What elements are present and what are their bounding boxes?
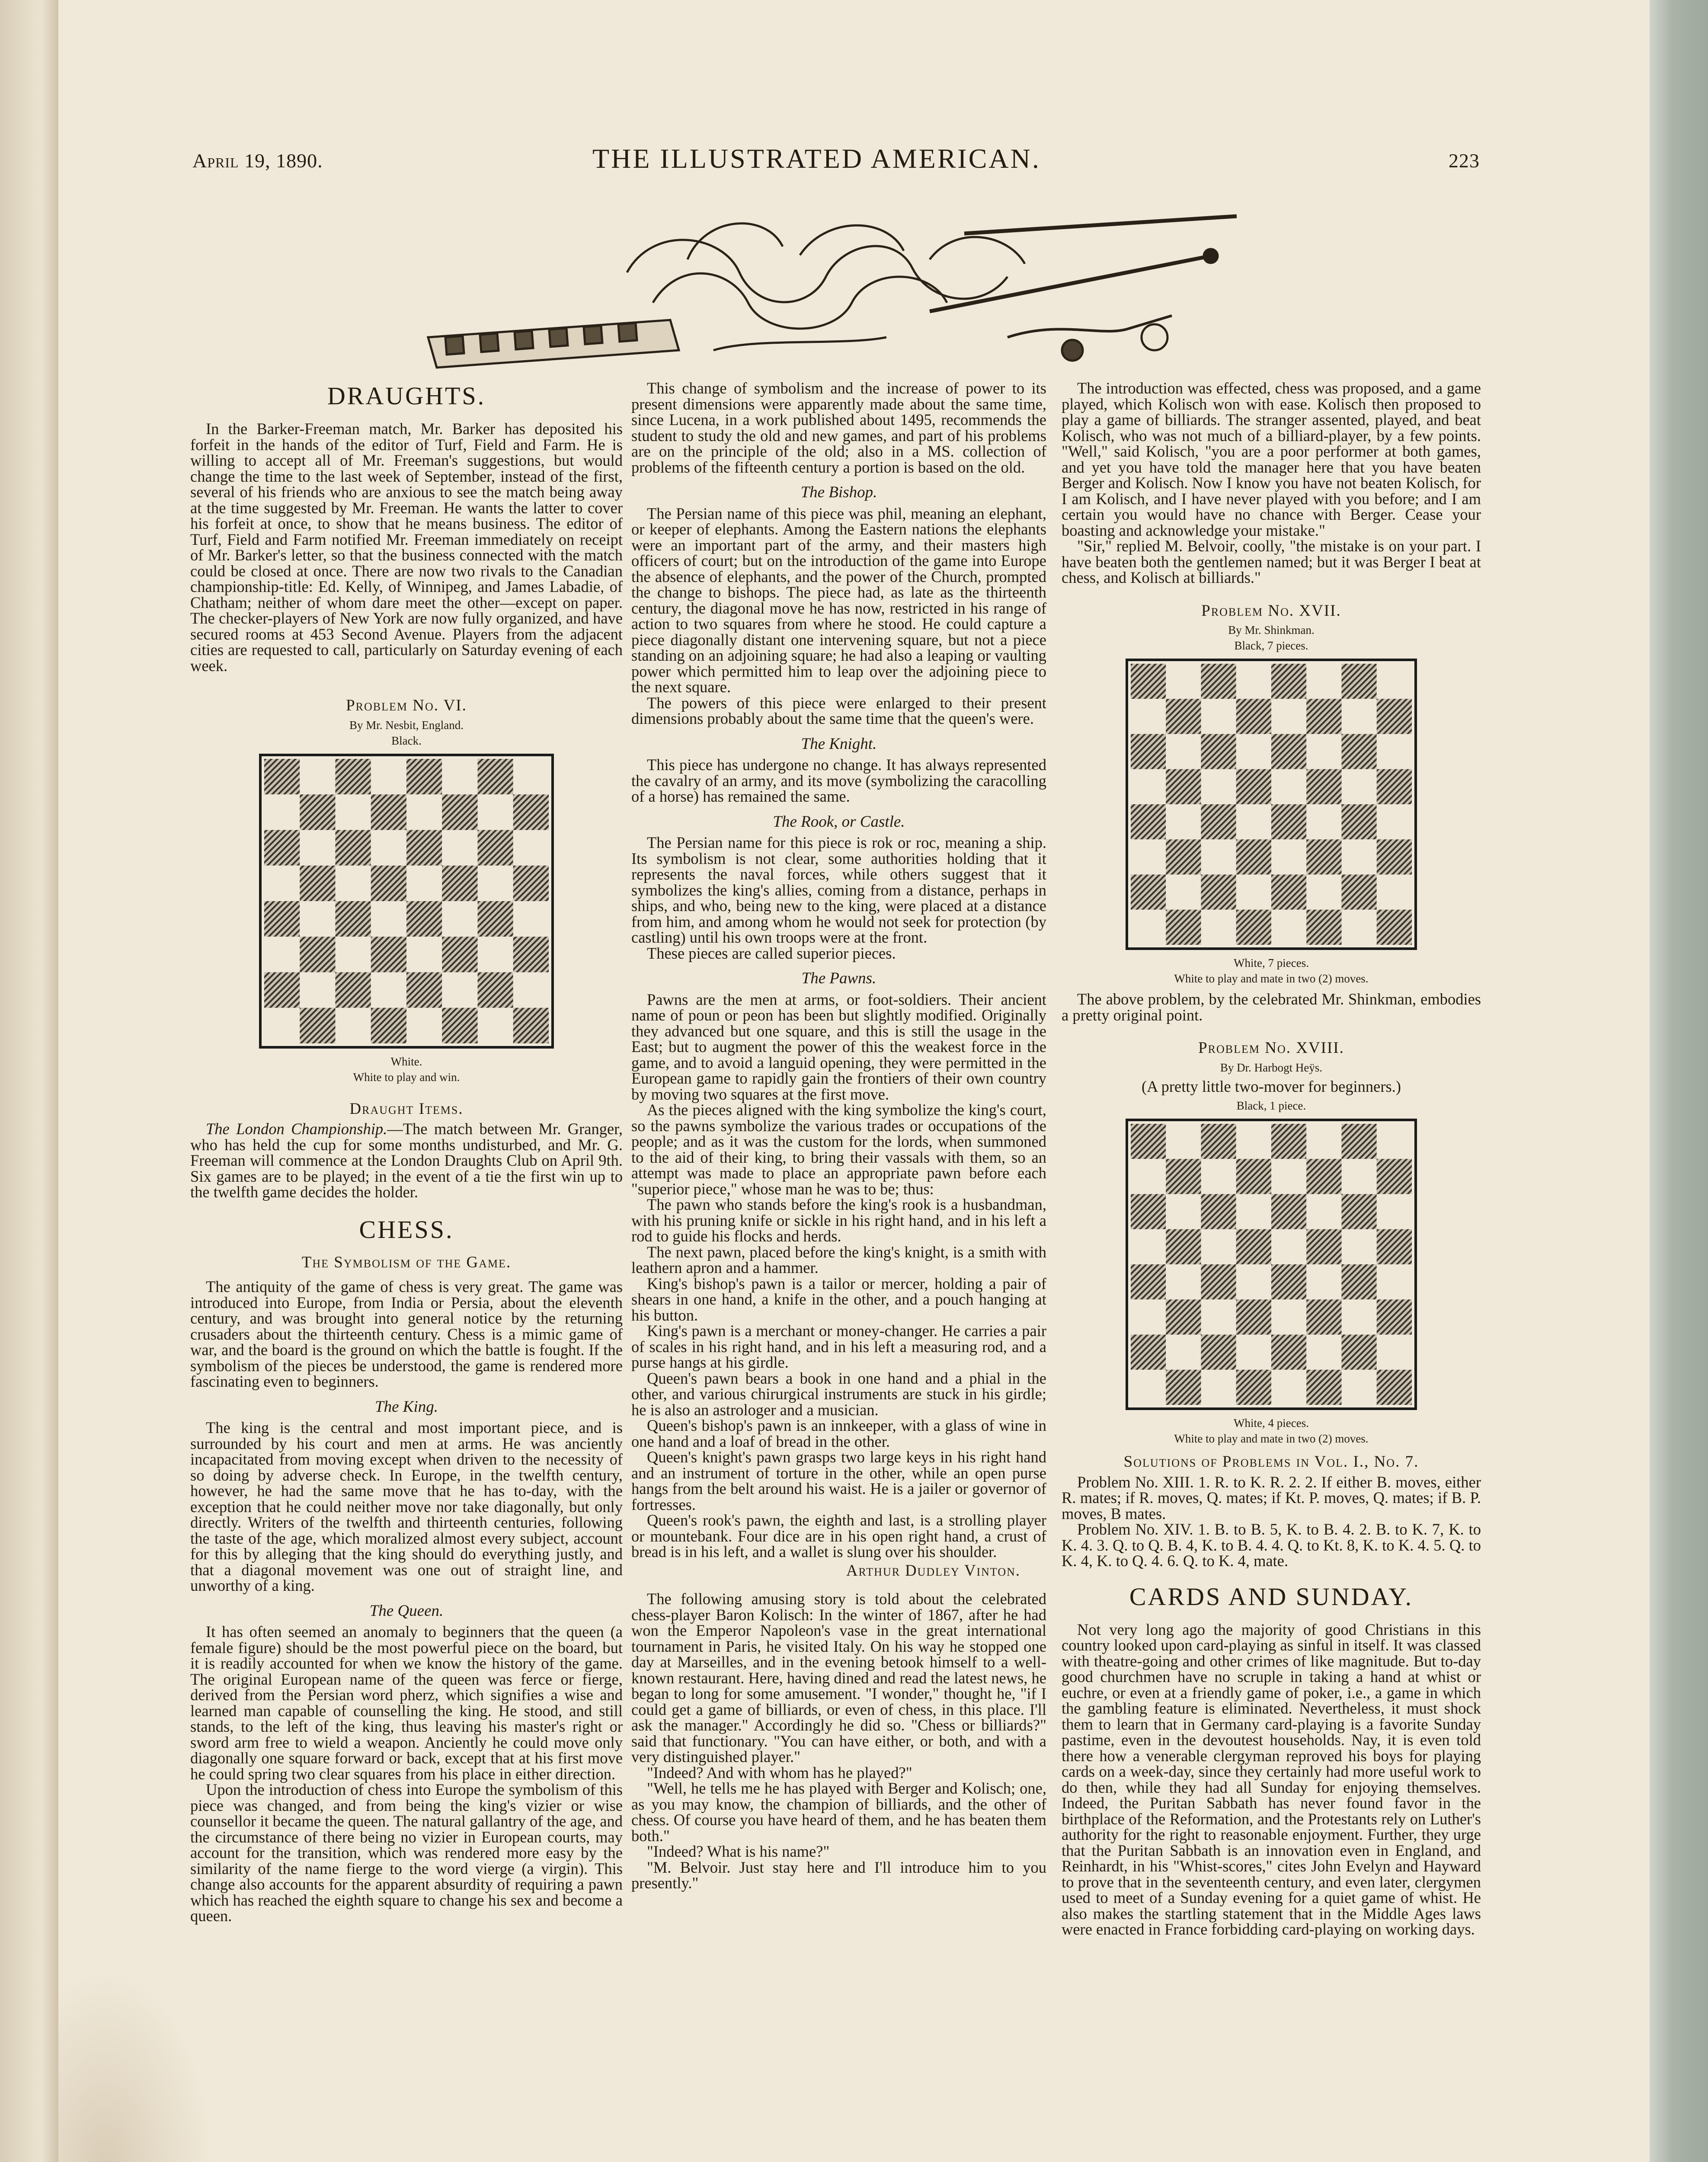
- draught-items-heading: Draught Items.: [349, 1100, 464, 1118]
- board-square: [1306, 839, 1341, 874]
- board-square: [1306, 875, 1341, 910]
- board-square: [1131, 875, 1166, 910]
- ornament-illustration: [411, 208, 1250, 381]
- pawns-text-2: The pawn who stands before the king's rook is a husbandman, with his pruning knife or sickle in his right hand, and in his left a rod to guide his flocks and herds.: [631, 1196, 1046, 1245]
- problem-17-note: The above problem, by the celebrated Mr. Shinkman, embodies a pretty original point.: [1062, 990, 1481, 1024]
- column-3: [1062, 381, 1481, 1938]
- problem-17-title: Problem No. XVII.: [1201, 601, 1341, 620]
- board-square: [1166, 910, 1201, 945]
- pawns-text-8: Queen's knight's pawn grasps two large keys in his right hand and an instrument of torture in the other, while an open purse hangs from the belt around his waist. He is a jailer or governor of fortresses.: [631, 1448, 1046, 1513]
- board-square: [264, 865, 300, 901]
- board-square: [442, 937, 477, 972]
- board-square: [1131, 1159, 1166, 1194]
- king-text: The king is the central and most important piece, and is surrounded by his court and men at arms. He was anciently incapacitated from moving except when driven to the necessity of so doing by adverse check. In Europe, in the twelfth century, however, he had the same move that he has to-day, with the exception that he could neither move nor take diagonally, but only directly. Writers of the twelfth and thirteenth centuries, following the taste of the age, which moralized almost every subject, account for this by alleging that the king should do everything justly, and that a diagonal movement was one out of straight line, and unworthy of a king.: [190, 1419, 623, 1594]
- board-square: [1377, 1229, 1412, 1264]
- board-square: [1377, 664, 1412, 699]
- board-square: [300, 972, 335, 1007]
- chess-board-18: [1126, 1119, 1417, 1410]
- board-square: [1236, 804, 1271, 839]
- pawns-text-6: Queen's pawn bears a book in one hand and a phial in the other, and various chirurgical instruments are stuck in his girdle; he is also an astrologer and a musician.: [631, 1369, 1046, 1419]
- queen-text-1: It has often seemed an anomaly to beginners that the queen (a female figure) should be the most powerful piece on the board, but it is readily accounted for when we know the history of the game. The original European name of the queen was ferce or fierge, derived from the Persian word pherz, which signifies a wise and learned man capable of counselling the king. He stood, and still stands, to the left of the king, thus leaving his master's right or sword arm free to wield a weapon. Anciently he could move only diagonally one square forward or back, except that at his first move he could spring two clear squares from his place in either direction.: [190, 1623, 623, 1783]
- board-square: [1131, 734, 1166, 769]
- board-square: [1306, 734, 1341, 769]
- board-square: [1201, 664, 1236, 699]
- problem-18-author: By Dr. Harbogt Heÿs.: [1220, 1061, 1323, 1074]
- board-square: [1377, 1370, 1412, 1405]
- board-square: [442, 865, 477, 901]
- board-square: [1342, 734, 1377, 769]
- board-square: [1377, 804, 1412, 839]
- board-square: [264, 830, 300, 865]
- knight-heading: The Knight.: [801, 735, 877, 753]
- board-square: [513, 794, 549, 830]
- board-square: [336, 937, 371, 972]
- board-square: [371, 937, 406, 972]
- board-square: [1166, 1299, 1201, 1334]
- board-square: [1306, 1229, 1341, 1264]
- kolisch-3: "Indeed? What is his name?": [647, 1842, 830, 1860]
- items-paragraph: —The match between Mr. Granger, who has held the cup for some months undisturbed, and Mr. G. Freeman will commence at the London Draughts Club on April 9th. Six games are to be played; in the event of a tie the first win up to the twelfth game decides the holder.: [190, 1120, 623, 1201]
- board-square: [371, 972, 406, 1007]
- draughts-heading: DRAUGHTS.: [327, 382, 486, 410]
- board-square: [1306, 1124, 1341, 1159]
- board-square: [1342, 1159, 1377, 1194]
- board-square: [1306, 1264, 1341, 1299]
- board-square: [300, 865, 335, 901]
- board-square: [1236, 1264, 1271, 1299]
- board-square: [478, 972, 513, 1007]
- board-square: [336, 830, 371, 865]
- board-square: [1306, 804, 1341, 839]
- board-square: [406, 759, 442, 794]
- board-square: [300, 794, 335, 830]
- board-square: [1201, 1370, 1236, 1405]
- solution-14: Problem No. XIV. 1. B. to B. 5, K. to B. 4. 2. B. to K. 7, K. to K. 4. 3. Q. to Q. B. 4, K. to B. 4. 4. Q. to Kt. 8, K. to K. 4. 5. Q. to K. 4, K. to Q. 4. 6. Q. to K. 4, mate.: [1062, 1520, 1481, 1570]
- pawns-text-3: The next pawn, placed before the king's knight, is a smith with leathern apron and a hammer.: [631, 1243, 1046, 1276]
- board-square: [1201, 1194, 1236, 1229]
- board-square: [1377, 875, 1412, 910]
- problem-6-white-label: White.: [390, 1055, 422, 1068]
- board-square: [371, 759, 406, 794]
- board-square: [1201, 1124, 1236, 1159]
- board-square: [442, 972, 477, 1007]
- chess-board-17-grid: [1131, 664, 1412, 945]
- board-square: [1342, 1124, 1377, 1159]
- board-square: [513, 901, 549, 937]
- board-square: [406, 794, 442, 830]
- cards-text: Not very long ago the majority of good Christians in this country looked upon card-playing as sinful in itself. It was classed with theatre-going and other crimes of like magnitude. But to-day good churchmen have no scruple in taking a hand at whist or euchre, or even at a friendly game of poker, i.e., a game in which the gambling feature is eliminated. Nevertheless, it must shock them to learn that in Germany card-playing is a favorite Sunday pastime, even in the devoutest households. Nay, it is even told there how a venerable clergyman reproved his boys for playing cards on a week-day, since they certainly had more useful work to do then, while they had all Sunday for enjoying themselves. Indeed, the Puritan Sabbath has never found favor in the birthplace of the Reformation, and the Protestants rely on Luther's authority for the right to reasonable enjoyment. Further, they urge that the Puritan Sabbath is an innovation even in England, and Reinhardt, in his "Whist-scores," cites John Evelyn and Hayward to prove that in the seventeenth century, and even later, clergymen used to meet of a Sunday evening for a quiet game of whist. He also makes the startling statement that in the Middle Ages laws were enacted in France forbidding card-playing on working days.: [1062, 1620, 1481, 1938]
- board-square: [1306, 1370, 1341, 1405]
- board-square: [1131, 1229, 1166, 1264]
- board-square: [1342, 839, 1377, 874]
- board-square: [1377, 1299, 1412, 1334]
- board-square: [1166, 804, 1201, 839]
- board-square: [1131, 1124, 1166, 1159]
- board-square: [1166, 839, 1201, 874]
- board-square: [406, 830, 442, 865]
- pawns-text-7: Queen's bishop's pawn is an innkeeper, with a glass of wine in one hand and a loaf of bread in the other.: [631, 1417, 1046, 1450]
- board-square: [1166, 1335, 1201, 1370]
- board-square: [442, 901, 477, 937]
- cards-heading: CARDS AND SUNDAY.: [1129, 1582, 1414, 1611]
- board-square: [1201, 875, 1236, 910]
- board-square: [1377, 1159, 1412, 1194]
- board-square: [1201, 804, 1236, 839]
- board-square: [1236, 1299, 1271, 1334]
- board-square: [1236, 839, 1271, 874]
- board-square: [1131, 769, 1166, 804]
- board-square: [1166, 664, 1201, 699]
- board-square: [1377, 1335, 1412, 1370]
- board-square: [478, 865, 513, 901]
- rook-heading: The Rook, or Castle.: [773, 812, 905, 831]
- board-square: [1342, 1264, 1377, 1299]
- board-square: [300, 937, 335, 972]
- board-square: [513, 759, 549, 794]
- rook-text-2: These pieces are called superior pieces.: [647, 944, 896, 962]
- problem-18-title: Problem No. XVIII.: [1198, 1039, 1344, 1057]
- column-2: [631, 381, 1046, 1891]
- board-square: [1236, 734, 1271, 769]
- board-square: [1271, 1124, 1306, 1159]
- board-square: [300, 830, 335, 865]
- board-square: [1131, 839, 1166, 874]
- board-square: [1306, 1299, 1341, 1334]
- kolisch-2: "Well, he tells me he has played with Berger and Kolisch; one, as you may know, the champion of billiards, and the other of chess. Of course you have heard of them, and he has beaten them both.": [631, 1779, 1046, 1845]
- board-square: [1377, 1194, 1412, 1229]
- page-edge-gray: [1650, 0, 1708, 2162]
- facing-page-edge: [0, 0, 58, 2162]
- board-square: [1271, 875, 1306, 910]
- solution-13: Problem No. XIII. 1. R. to K. R. 2. 2. If either B. moves, either R. mates; if R. moves, Q. mates; if Kt. P. moves, Q. mates; if B. P. moves, B mates.: [1062, 1473, 1481, 1522]
- board-square: [264, 901, 300, 937]
- king-heading: The King.: [375, 1398, 438, 1416]
- board-square: [1271, 1194, 1306, 1229]
- problem-18-subtitle: (A pretty little two-mover for beginners.): [1141, 1077, 1401, 1095]
- problem-17-author: By Mr. Shinkman.: [1228, 624, 1315, 636]
- board-square: [336, 972, 371, 1007]
- board-square: [336, 1007, 371, 1043]
- board-square: [1131, 699, 1166, 734]
- board-square: [1166, 1229, 1201, 1264]
- board-square: [1166, 1159, 1201, 1194]
- problem-6-task: White to play and win.: [353, 1070, 460, 1084]
- board-square: [1166, 875, 1201, 910]
- draughts-board-grid: [264, 759, 549, 1043]
- board-square: [264, 1007, 300, 1043]
- board-square: [406, 1007, 442, 1043]
- problem-17-white-label: White, 7 pieces.: [1234, 956, 1309, 969]
- board-square: [513, 937, 549, 972]
- board-square: [1201, 1299, 1236, 1334]
- board-square: [1342, 1299, 1377, 1334]
- queen-text-2: Upon the introduction of chess into Europe the symbolism of this piece was changed, and from being the king's vizier or wise counsellor it became the queen. The natural gallantry of the age, and the circumstance of there being no vizier in European courts, may account for the transition, which was rendered more easy by the similarity of the name fierge to the word vierge (a virgin). This change also accounts for the apparent absurdity of requiring a pawn which has reached the eighth square to change his sex and become a queen.: [190, 1781, 623, 1925]
- chess-board-17: [1126, 659, 1417, 950]
- draughts-paragraph: In the Barker-Freeman match, Mr. Barker has deposited his forfeit in the hands of the editor of Turf, Field and Farm. He is willing to accept all of Mr. Freeman's suggestions, but would change the time to the last week of September, instead of the first, several of his friends who are anxious to see the match being away at the time suggested by Mr. Freeman. He wants the latter to cover his forfeit at once, to show that he means business. The editor of Turf, Field and Farm notified Mr. Freeman immediately on receipt of Mr. Barker's letter, so that the business connected with the match could be closed at once. There are now two rivals to the Canadian championship-title: Ed. Kelly, of Winnipeg, and James Labadie, of Chatham; neither of whom dare meet the other—except on paper. The checker-players of New York are now fully organized, and have secured rooms at 453 Second Avenue. Players from the adjacent cities are requested to call, particularly on Saturday evening of each week.: [190, 420, 623, 675]
- board-square: [1236, 1194, 1271, 1229]
- board-square: [1201, 734, 1236, 769]
- board-square: [478, 759, 513, 794]
- board-square: [478, 901, 513, 937]
- problem-6-black-label: Black.: [391, 734, 422, 747]
- board-square: [1131, 910, 1166, 945]
- board-square: [1201, 1264, 1236, 1299]
- board-square: [1201, 1335, 1236, 1370]
- queen-text-3: This change of symbolism and the increase of power to its present dimensions were apparently made about the same time, since Lucena, in a work published about 1495, recommends the student to study the old and new games, and part of his problems are on the principle of the old; also in a MS. collection of problems of the fifteenth century a portion is based on the old.: [631, 379, 1046, 476]
- queen-heading: The Queen.: [369, 1602, 444, 1620]
- problem-18-black-label: Black, 1 piece.: [1236, 1099, 1306, 1112]
- board-square: [1201, 839, 1236, 874]
- board-square: [1342, 699, 1377, 734]
- board-square: [1342, 664, 1377, 699]
- board-square: [1271, 699, 1306, 734]
- board-square: [371, 794, 406, 830]
- board-square: [1131, 664, 1166, 699]
- pawns-text-4: King's bishop's pawn is a tailor or mercer, holding a pair of shears in one hand, a knife in the other, and a pouch hanging at his button.: [631, 1274, 1046, 1324]
- solutions-heading: Solutions of Problems in Vol. I., No. 7.: [1123, 1453, 1419, 1471]
- board-square: [1131, 1335, 1166, 1370]
- kolisch-4: "M. Belvoir. Just stay here and I'll introduce him to you presently.": [631, 1858, 1046, 1892]
- kolisch-5: The introduction was effected, chess was proposed, and a game played, which Kolisch won with ease. Kolisch then proposed to play a game of billiards. The stranger assented, played, and beat Kolisch, who was not much of a billiard-player, by a few points. "Well," said Kolisch, "you are a poor performer at both games, and yet you have told the manager here that you have beaten Berger and Kolisch. Now I know you have not beaten Kolisch, for I am Kolisch, and I have never played with you before; and I am certain you would have no chance with Berger. Cease your boasting and acknowledge your mistake.": [1062, 379, 1481, 539]
- board-square: [1236, 1229, 1271, 1264]
- board-square: [1342, 1194, 1377, 1229]
- board-square: [1131, 1299, 1166, 1334]
- board-square: [1271, 1159, 1306, 1194]
- board-square: [1131, 804, 1166, 839]
- board-square: [1342, 1370, 1377, 1405]
- board-square: [1166, 1264, 1201, 1299]
- board-square: [478, 1007, 513, 1043]
- pawns-text-9: Queen's rook's pawn, the eighth and last, is a strolling player or mountebank. Four dice are in his open right hand, a crust of bread is in his left, and a wallet is slung over his shoulder.: [631, 1511, 1046, 1561]
- board-square: [1201, 1159, 1236, 1194]
- chess-subheading: The Symbolism of the Game.: [301, 1253, 512, 1271]
- header-date: April 19, 1890.: [192, 150, 323, 172]
- board-square: [478, 937, 513, 972]
- board-square: [371, 865, 406, 901]
- board-square: [371, 901, 406, 937]
- rook-text-1: The Persian name for this piece is rok or roc, meaning a ship. Its symbolism is not clear, some authorities holding that it represents the naval forces, while others suggest that it symbolizes the king's allies, coming from a distance, perhaps in ships, and who, being new to the king, were placed at a distance from him, and among whom he would not seek for protection (by castling) until his own troops were at the front.: [631, 834, 1046, 946]
- board-square: [1271, 839, 1306, 874]
- problem-17-task: White to play and mate in two (2) moves.: [1174, 972, 1369, 985]
- board-square: [336, 901, 371, 937]
- board-square: [406, 972, 442, 1007]
- kolisch-6: "Sir," replied M. Belvoir, coolly, "the mistake is on your part. I have beaten both the gentlemen named; but it was Berger I beat at chess, and Kolisch at billiards.": [1062, 537, 1481, 586]
- board-square: [1236, 664, 1271, 699]
- water-stain: [58, 1967, 214, 2162]
- board-square: [1271, 769, 1306, 804]
- board-square: [1166, 1124, 1201, 1159]
- board-square: [1306, 664, 1341, 699]
- board-square: [513, 972, 549, 1007]
- board-square: [1131, 1194, 1166, 1229]
- board-square: [1236, 699, 1271, 734]
- board-square: [1131, 1264, 1166, 1299]
- board-square: [513, 830, 549, 865]
- board-square: [300, 1007, 335, 1043]
- board-square: [336, 759, 371, 794]
- board-square: [1166, 734, 1201, 769]
- problem-18-white-label: White, 4 pieces.: [1234, 1417, 1309, 1430]
- board-square: [1271, 1264, 1306, 1299]
- signature: Arthur Dudley Vinton.: [846, 1561, 1020, 1579]
- board-square: [478, 830, 513, 865]
- problem-17-black-label: Black, 7 pieces.: [1234, 639, 1308, 652]
- board-square: [442, 1007, 477, 1043]
- board-square: [300, 901, 335, 937]
- problem-6-author: By Mr. Nesbit, England.: [349, 718, 464, 732]
- bishop-heading: The Bishop.: [800, 483, 877, 501]
- board-square: [1342, 1335, 1377, 1370]
- board-square: [1201, 769, 1236, 804]
- board-square: [1236, 875, 1271, 910]
- problem-18-task: White to play and mate in two (2) moves.: [1174, 1432, 1369, 1445]
- board-square: [1236, 769, 1271, 804]
- header-title: THE ILLUSTRATED AMERICAN.: [592, 143, 1041, 174]
- board-square: [336, 794, 371, 830]
- board-square: [1166, 1194, 1201, 1229]
- chess-board-18-grid: [1131, 1124, 1412, 1405]
- board-square: [513, 865, 549, 901]
- board-square: [1236, 1370, 1271, 1405]
- board-square: [1342, 769, 1377, 804]
- board-square: [1236, 910, 1271, 945]
- board-square: [1377, 910, 1412, 945]
- board-square: [1306, 910, 1341, 945]
- board-square: [1342, 875, 1377, 910]
- board-square: [1271, 910, 1306, 945]
- chess-heading: CHESS.: [359, 1215, 454, 1244]
- board-square: [1271, 804, 1306, 839]
- board-square: [1271, 664, 1306, 699]
- board-square: [1166, 769, 1201, 804]
- board-square: [264, 794, 300, 830]
- chess-intro: The antiquity of the game of chess is very great. The game was introduced into Europe, from India or Persia, about the eleventh century, and was brought into general notice by the returning crusaders about the thirteenth century. Chess is a mimic game of war, and the board is the ground on which the battle is fought. If the symbolism of the pieces be understood, the game is rendered more fascinating even to beginners.: [190, 1278, 623, 1390]
- board-square: [406, 937, 442, 972]
- board-square: [442, 830, 477, 865]
- board-square: [336, 865, 371, 901]
- board-square: [513, 1007, 549, 1043]
- board-square: [1236, 1335, 1271, 1370]
- board-square: [264, 759, 300, 794]
- board-square: [1271, 1335, 1306, 1370]
- board-square: [1306, 1194, 1341, 1229]
- board-square: [1271, 1299, 1306, 1334]
- board-square: [371, 830, 406, 865]
- board-square: [442, 794, 477, 830]
- bishop-text-2: The powers of this piece were enlarged to their present dimensions probably about the same time that the queen's were.: [631, 694, 1046, 727]
- bishop-text-1: The Persian name of this piece was phil, meaning an elephant, or keeper of elephants. Among the Eastern nations the elephants were an important part of the army, and their masters high officers of court; but on the introduction of the game into Europe the absence of elephants, and the power of the Church, prompted the change to bishops. The piece had, as late as the thirteenth century, the diagonal move he has now, restricted in his range of action to two squares from where he stood. He could capture a piece diagonally distant one intervening square, but not a piece standing on an adjoining square; he had also a leaping or vaulting power which permitted him to leap over the adjoining piece to the next square.: [631, 504, 1046, 696]
- board-square: [1271, 1370, 1306, 1405]
- draughts-board: [259, 754, 554, 1049]
- board-square: [1306, 1335, 1341, 1370]
- board-square: [1342, 910, 1377, 945]
- board-square: [371, 1007, 406, 1043]
- board-square: [478, 794, 513, 830]
- board-square: [264, 972, 300, 1007]
- board-square: [300, 759, 335, 794]
- board-square: [1377, 839, 1412, 874]
- board-square: [1166, 699, 1201, 734]
- board-square: [1306, 699, 1341, 734]
- board-square: [1236, 1159, 1271, 1194]
- knight-text: This piece has undergone no change. It has always represented the cavalry of an army, and its move (symbolizing the caracolling of a horse) has remained the same.: [631, 756, 1046, 805]
- board-square: [1377, 699, 1412, 734]
- board-square: [1201, 1229, 1236, 1264]
- kolisch-0: The following amusing story is told about the celebrated chess-player Baron Kolisch: In the winter of 1867, after he had won the Emperor Napoleon's vase in the great international tournament in Paris, he visited Italy. On his way he stopped one day at Marseilles, and in the evening betook himself to a well-known restaurant. Here, having dined and read the latest news, he began to long for some amusement. "I wonder," thought he, "if I could get a game of billiards, or even of chess, in this place. I'll ask the manager." Accordingly he did so. "Chess or billiards?" said that functionary. "You can have either, or both, and with a very distinguished player.": [631, 1590, 1046, 1765]
- board-square: [1377, 734, 1412, 769]
- board-square: [406, 865, 442, 901]
- pawns-heading: The Pawns.: [801, 969, 876, 987]
- board-square: [406, 901, 442, 937]
- items-title: The London Championship.: [206, 1120, 387, 1138]
- board-square: [1342, 804, 1377, 839]
- pawns-text-1: As the pieces aligned with the king symbolize the king's court, so the pawns symbolize the various trades or occupations of the people; and as it was the custom for the lords, when summoned to the aid of their king, to bring their vassals with them, so an attempt was made to place an appropriate pawn before each "superior piece," whose man he was to be; thus:: [631, 1101, 1046, 1198]
- board-square: [1271, 734, 1306, 769]
- board-square: [1201, 699, 1236, 734]
- board-square: [1306, 1159, 1341, 1194]
- kolisch-1: "Indeed? And with whom has he played?": [647, 1763, 912, 1781]
- board-square: [1236, 1124, 1271, 1159]
- board-square: [442, 759, 477, 794]
- problem-6-title: Problem No. VI.: [346, 697, 467, 714]
- board-square: [1201, 910, 1236, 945]
- board-square: [1306, 769, 1341, 804]
- board-square: [1377, 1264, 1412, 1299]
- header-page-number: 223: [1449, 150, 1480, 172]
- board-square: [1166, 1370, 1201, 1405]
- board-square: [1342, 1229, 1377, 1264]
- board-square: [264, 937, 300, 972]
- column-1: [190, 381, 623, 1924]
- board-square: [1271, 1229, 1306, 1264]
- board-square: [1377, 769, 1412, 804]
- board-square: [1377, 1124, 1412, 1159]
- pawns-text-0: Pawns are the men at arms, or foot-soldiers. Their ancient name of poun or peon has been but slightly modified. Originally they advanced but one square, and this is still the usage in the East; but to augment the power of this the weakest force in the game, and to avoid a languid opening, they were permitted in the European game to rapidly gain the frontiers of their own country by moving two squares at the first move.: [631, 990, 1046, 1103]
- board-square: [1131, 1370, 1166, 1405]
- pawns-text-5: King's pawn is a merchant or money-changer. He carries a pair of scales in his right hand, and in his left a measuring rod, and a purse hangs at his girdle.: [631, 1322, 1046, 1371]
